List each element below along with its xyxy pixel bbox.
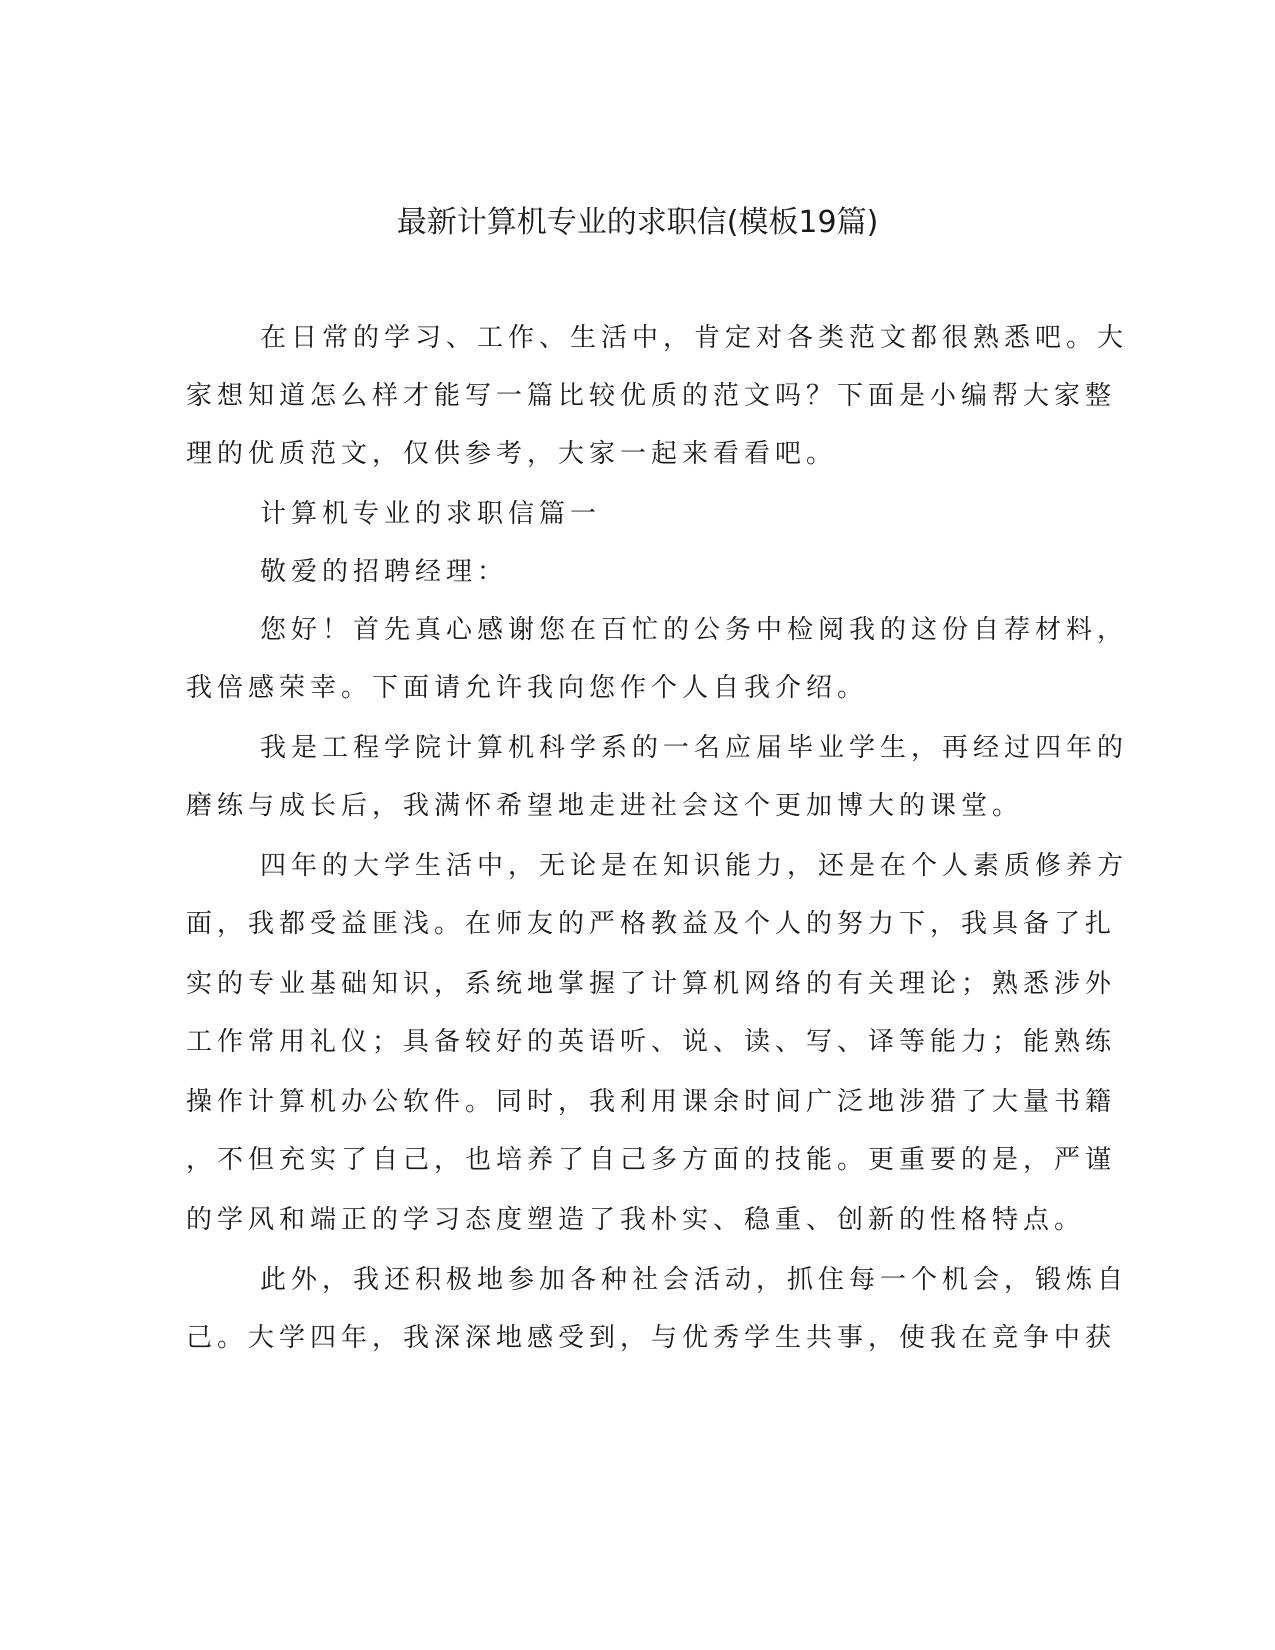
- paragraph-line: 此外，我还积极地参加各种社会活动，抓住每一个机会，锻炼自: [260, 1265, 1129, 1295]
- paragraph-line: 操作计算机办公软件。同时，我利用课余时间广泛地涉猎了大量书籍: [186, 1087, 1117, 1117]
- paragraph-line: 磨练与成长后，我满怀希望地走进社会这个更加博大的课堂。: [186, 791, 1024, 821]
- paragraph-line: 工作常用礼仪；具备较好的英语听、说、读、写、译等能力；能熟练: [186, 1027, 1117, 1057]
- section-heading: 计算机专业的求职信篇一: [260, 499, 602, 529]
- paragraph-line: 我倍感荣幸。下面请允许我向您作个人自我介绍。: [186, 673, 869, 703]
- paragraph-line: 己。大学四年，我深深地感受到，与优秀学生共事，使我在竞争中获: [186, 1323, 1117, 1353]
- paragraph-line: ，不但充实了自己，也培养了自己多方面的技能。更重要的是，严谨: [186, 1145, 1117, 1175]
- paragraph-line: 实的专业基础知识，系统地掌握了计算机网络的有关理论；熟悉涉外: [186, 969, 1117, 999]
- intro-line-3: 理的优质范文，仅供参考，大家一起来看看吧。: [186, 439, 838, 469]
- paragraph-line: 您好！首先真心感谢您在百忙的公务中检阅我的这份自荐材料，: [260, 615, 1129, 645]
- intro-line-2: 家想知道怎么样才能写一篇比较优质的范文吗？下面是小编帮大家整: [186, 381, 1117, 411]
- paragraph-line: 我是工程学院计算机科学系的一名应届毕业学生，再经过四年的: [260, 733, 1129, 763]
- paragraph-line: 的学风和端正的学习态度塑造了我朴实、稳重、创新的性格特点。: [186, 1205, 1086, 1235]
- salutation: 敬爱的招聘经理：: [260, 557, 509, 587]
- intro-line-1: 在日常的学习、工作、生活中，肯定对各类范文都很熟悉吧。大: [260, 323, 1129, 353]
- paragraph-line: 四年的大学生活中，无论是在知识能力，还是在个人素质修养方: [260, 851, 1129, 881]
- document-title: 最新计算机专业的求职信(模板19篇): [396, 205, 879, 240]
- paragraph-line: 面，我都受益匪浅。在师友的严格教益及个人的努力下，我具备了扎: [186, 909, 1117, 939]
